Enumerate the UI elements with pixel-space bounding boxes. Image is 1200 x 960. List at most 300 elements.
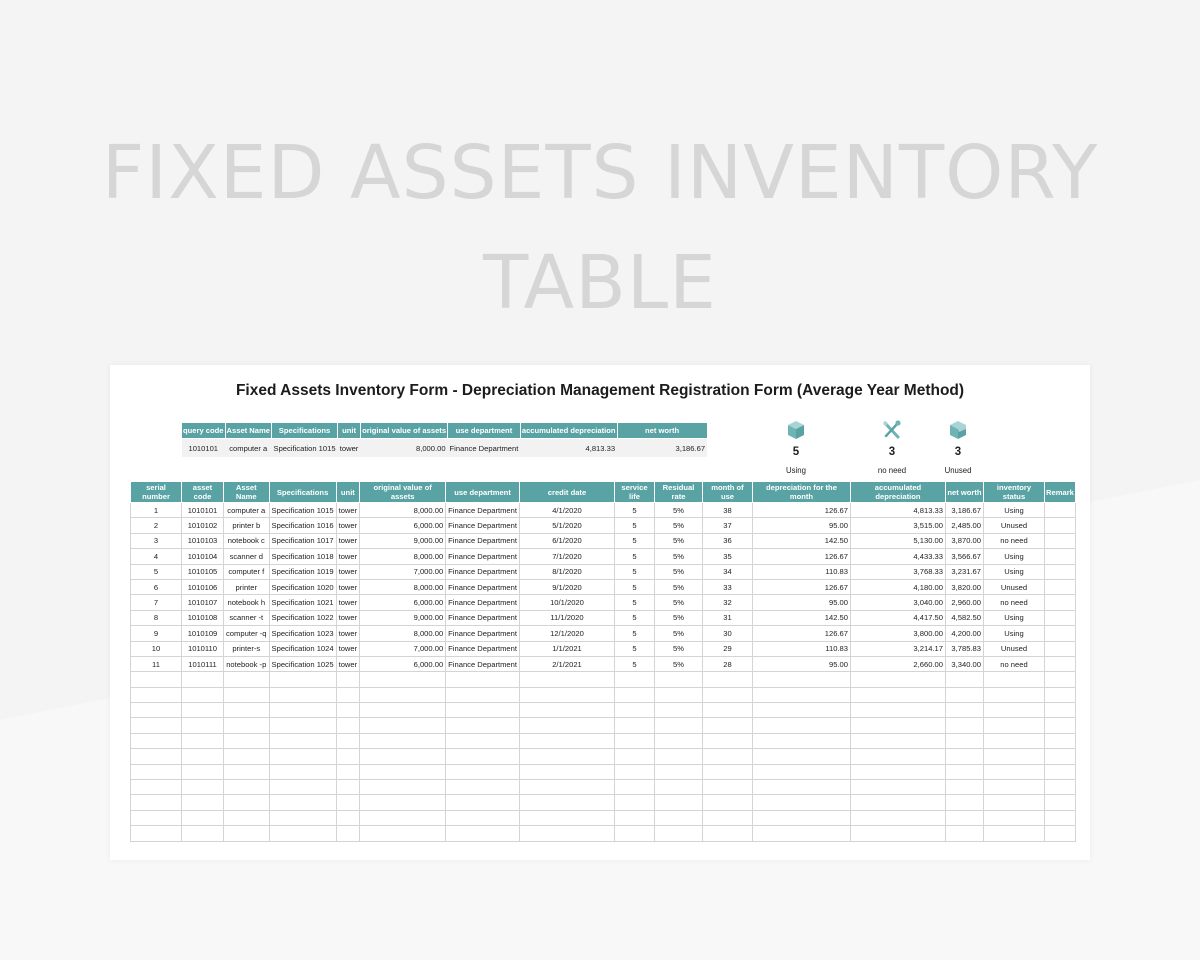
table-cell[interactable] xyxy=(752,733,850,748)
table-cell[interactable] xyxy=(945,672,983,687)
table-cell[interactable]: 8,000.00 xyxy=(360,549,446,564)
table-cell[interactable]: 1010103 xyxy=(182,533,224,548)
table-cell[interactable]: Finance Department xyxy=(446,549,520,564)
table-cell[interactable] xyxy=(519,733,614,748)
table-cell[interactable]: 3,186.67 xyxy=(945,503,983,518)
table-cell[interactable] xyxy=(1044,533,1075,548)
table-cell[interactable]: 30 xyxy=(702,626,752,641)
table-cell[interactable]: 2,485.00 xyxy=(945,518,983,533)
table-cell[interactable]: 5% xyxy=(654,656,702,671)
table-cell[interactable]: 3,785.83 xyxy=(945,641,983,656)
table-cell[interactable] xyxy=(752,672,850,687)
table-cell[interactable]: 95.00 xyxy=(752,595,850,610)
table-cell[interactable] xyxy=(336,780,360,795)
table-cell[interactable]: Finance Department xyxy=(446,626,520,641)
table-cell[interactable]: Unused xyxy=(983,641,1044,656)
table-cell[interactable]: 3,800.00 xyxy=(850,626,945,641)
table-cell[interactable]: 5% xyxy=(654,564,702,579)
table-cell[interactable] xyxy=(850,733,945,748)
table-cell[interactable] xyxy=(336,718,360,733)
table-cell[interactable]: 1010102 xyxy=(182,518,224,533)
table-cell[interactable] xyxy=(752,687,850,702)
table-cell[interactable] xyxy=(702,703,752,718)
table-cell[interactable] xyxy=(654,672,702,687)
table-cell[interactable]: 126.67 xyxy=(752,579,850,594)
table-cell[interactable]: tower xyxy=(336,595,360,610)
table-cell[interactable] xyxy=(850,826,945,841)
table-cell[interactable] xyxy=(983,687,1044,702)
table-cell[interactable]: Using xyxy=(983,564,1044,579)
table-cell[interactable] xyxy=(269,780,336,795)
table-cell[interactable]: notebook c xyxy=(224,533,270,548)
table-cell[interactable]: 4,180.00 xyxy=(850,579,945,594)
table-cell[interactable] xyxy=(983,795,1044,810)
table-cell[interactable] xyxy=(269,749,336,764)
table-cell[interactable] xyxy=(1044,564,1075,579)
table-cell[interactable] xyxy=(654,718,702,733)
table-cell[interactable] xyxy=(446,703,520,718)
table-cell[interactable]: 36 xyxy=(702,533,752,548)
table-cell[interactable]: 95.00 xyxy=(752,518,850,533)
table-cell[interactable]: 8,000.00 xyxy=(360,626,446,641)
table-cell[interactable] xyxy=(654,810,702,825)
table-cell[interactable]: Using xyxy=(983,610,1044,625)
table-cell[interactable]: 95.00 xyxy=(752,656,850,671)
table-cell[interactable]: 1010105 xyxy=(182,564,224,579)
table-cell[interactable]: 3,231.67 xyxy=(945,564,983,579)
table-cell[interactable]: printer-s xyxy=(224,641,270,656)
table-cell[interactable] xyxy=(182,687,224,702)
table-cell[interactable] xyxy=(702,764,752,779)
table-cell[interactable]: 5 xyxy=(614,564,654,579)
table-cell[interactable]: tower xyxy=(336,549,360,564)
table-cell[interactable] xyxy=(131,795,182,810)
table-cell[interactable] xyxy=(850,718,945,733)
table-cell[interactable] xyxy=(614,810,654,825)
table-cell[interactable]: 5% xyxy=(654,626,702,641)
table-cell[interactable]: 3,340.00 xyxy=(945,656,983,671)
table-cell[interactable]: 4,433.33 xyxy=(850,549,945,564)
table-cell[interactable]: no need xyxy=(983,656,1044,671)
table-cell[interactable] xyxy=(446,749,520,764)
table-cell[interactable] xyxy=(614,795,654,810)
table-cell[interactable] xyxy=(983,810,1044,825)
table-cell[interactable]: 38 xyxy=(702,503,752,518)
table-cell[interactable]: Specification 1017 xyxy=(269,533,336,548)
table-cell[interactable] xyxy=(360,672,446,687)
table-cell[interactable]: 5,130.00 xyxy=(850,533,945,548)
table-cell[interactable]: 110.83 xyxy=(752,641,850,656)
table-cell[interactable]: 5 xyxy=(614,579,654,594)
table-cell[interactable]: 31 xyxy=(702,610,752,625)
table-cell[interactable] xyxy=(1044,780,1075,795)
table-cell[interactable] xyxy=(224,810,270,825)
table-cell[interactable]: 5 xyxy=(614,549,654,564)
table-cell[interactable] xyxy=(850,703,945,718)
table-cell[interactable]: 3,870.00 xyxy=(945,533,983,548)
table-cell[interactable] xyxy=(131,703,182,718)
table-cell[interactable] xyxy=(702,826,752,841)
table-cell[interactable]: no need xyxy=(983,595,1044,610)
table-cell[interactable]: 6 xyxy=(131,579,182,594)
table-cell[interactable]: 2/1/2021 xyxy=(519,656,614,671)
table-cell[interactable]: 1010107 xyxy=(182,595,224,610)
table-cell[interactable]: Specification 1020 xyxy=(269,579,336,594)
table-cell[interactable]: 5% xyxy=(654,518,702,533)
table-cell[interactable] xyxy=(269,703,336,718)
table-cell[interactable]: 126.67 xyxy=(752,626,850,641)
table-cell[interactable]: 5 xyxy=(614,610,654,625)
table-cell[interactable]: 3,214.17 xyxy=(850,641,945,656)
table-cell[interactable] xyxy=(182,733,224,748)
table-cell[interactable] xyxy=(702,810,752,825)
table-cell[interactable] xyxy=(752,826,850,841)
table-cell[interactable] xyxy=(182,780,224,795)
table-cell[interactable] xyxy=(983,764,1044,779)
table-cell[interactable] xyxy=(945,826,983,841)
table-cell[interactable] xyxy=(131,687,182,702)
table-cell[interactable]: Finance Department xyxy=(446,503,520,518)
table-cell[interactable] xyxy=(224,749,270,764)
table-cell[interactable] xyxy=(654,733,702,748)
table-cell[interactable] xyxy=(182,749,224,764)
table-cell[interactable]: 5/1/2020 xyxy=(519,518,614,533)
table-cell[interactable] xyxy=(131,718,182,733)
table-cell[interactable] xyxy=(1044,826,1075,841)
table-cell[interactable] xyxy=(519,749,614,764)
table-cell[interactable]: 7/1/2020 xyxy=(519,549,614,564)
table-cell[interactable]: 10/1/2020 xyxy=(519,595,614,610)
table-cell[interactable]: Specification 1021 xyxy=(269,595,336,610)
table-cell[interactable]: 3,768.33 xyxy=(850,564,945,579)
table-cell[interactable]: Unused xyxy=(983,518,1044,533)
table-cell[interactable] xyxy=(519,826,614,841)
table-cell[interactable]: 1010101 xyxy=(182,503,224,518)
table-cell[interactable] xyxy=(446,764,520,779)
table-cell[interactable] xyxy=(336,687,360,702)
table-cell[interactable] xyxy=(1044,549,1075,564)
table-cell[interactable] xyxy=(269,733,336,748)
table-cell[interactable] xyxy=(752,795,850,810)
table-cell[interactable] xyxy=(519,780,614,795)
table-cell[interactable]: 12/1/2020 xyxy=(519,626,614,641)
table-cell[interactable]: 5 xyxy=(614,626,654,641)
table-cell[interactable] xyxy=(269,810,336,825)
table-cell[interactable] xyxy=(1044,656,1075,671)
table-cell[interactable] xyxy=(1044,749,1075,764)
table-cell[interactable] xyxy=(1044,579,1075,594)
table-cell[interactable] xyxy=(1044,641,1075,656)
table-cell[interactable] xyxy=(224,733,270,748)
table-cell[interactable]: 1010111 xyxy=(182,656,224,671)
table-cell[interactable] xyxy=(446,810,520,825)
table-cell[interactable] xyxy=(519,703,614,718)
table-cell[interactable]: printer xyxy=(224,579,270,594)
table-cell[interactable]: 2 xyxy=(131,518,182,533)
table-cell[interactable]: 9,000.00 xyxy=(360,610,446,625)
table-cell[interactable] xyxy=(131,826,182,841)
table-cell[interactable]: Finance Department xyxy=(446,564,520,579)
table-cell[interactable]: Specification 1023 xyxy=(269,626,336,641)
table-cell[interactable] xyxy=(336,733,360,748)
table-cell[interactable] xyxy=(360,687,446,702)
table-cell[interactable]: 35 xyxy=(702,549,752,564)
table-cell[interactable] xyxy=(752,749,850,764)
table-cell[interactable]: 8,000.00 xyxy=(360,579,446,594)
table-cell[interactable] xyxy=(131,672,182,687)
table-cell[interactable]: 9,000.00 xyxy=(360,533,446,548)
table-cell[interactable] xyxy=(614,780,654,795)
table-cell[interactable] xyxy=(654,764,702,779)
table-cell[interactable]: 11 xyxy=(131,656,182,671)
table-cell[interactable]: Finance Department xyxy=(446,579,520,594)
table-cell[interactable] xyxy=(336,795,360,810)
table-cell[interactable] xyxy=(850,810,945,825)
table-cell[interactable] xyxy=(702,795,752,810)
table-cell[interactable] xyxy=(983,733,1044,748)
table-cell[interactable]: tower xyxy=(336,579,360,594)
table-cell[interactable] xyxy=(752,718,850,733)
table-cell[interactable] xyxy=(269,672,336,687)
table-cell[interactable]: 1/1/2021 xyxy=(519,641,614,656)
table-cell[interactable] xyxy=(360,733,446,748)
table-cell[interactable]: 5 xyxy=(614,518,654,533)
table-cell[interactable]: tower xyxy=(336,626,360,641)
table-cell[interactable]: 5 xyxy=(614,641,654,656)
table-cell[interactable]: 1010108 xyxy=(182,610,224,625)
table-cell[interactable] xyxy=(336,749,360,764)
table-cell[interactable] xyxy=(336,810,360,825)
table-cell[interactable]: Specification 1022 xyxy=(269,610,336,625)
table-cell[interactable]: 5% xyxy=(654,549,702,564)
table-cell[interactable]: 4 xyxy=(131,549,182,564)
table-cell[interactable] xyxy=(945,810,983,825)
table-cell[interactable]: 9/1/2020 xyxy=(519,579,614,594)
table-cell[interactable] xyxy=(614,826,654,841)
table-cell[interactable] xyxy=(654,749,702,764)
table-cell[interactable] xyxy=(614,733,654,748)
table-cell[interactable] xyxy=(1044,503,1075,518)
table-cell[interactable]: 8 xyxy=(131,610,182,625)
table-cell[interactable] xyxy=(702,672,752,687)
table-cell[interactable] xyxy=(131,733,182,748)
table-cell[interactable] xyxy=(1044,687,1075,702)
table-cell[interactable] xyxy=(702,687,752,702)
table-cell[interactable]: 11/1/2020 xyxy=(519,610,614,625)
table-cell[interactable] xyxy=(945,749,983,764)
table-cell[interactable] xyxy=(519,764,614,779)
table-cell[interactable] xyxy=(131,764,182,779)
table-cell[interactable] xyxy=(614,749,654,764)
table-cell[interactable]: Using xyxy=(983,503,1044,518)
table-cell[interactable] xyxy=(945,733,983,748)
table-cell[interactable]: Using xyxy=(983,626,1044,641)
table-cell[interactable] xyxy=(182,795,224,810)
table-cell[interactable] xyxy=(945,703,983,718)
table-cell[interactable] xyxy=(519,672,614,687)
table-cell[interactable]: 110.83 xyxy=(752,564,850,579)
table-cell[interactable]: 126.67 xyxy=(752,549,850,564)
table-cell[interactable] xyxy=(850,795,945,810)
table-cell[interactable] xyxy=(614,764,654,779)
table-cell[interactable]: Finance Department xyxy=(446,610,520,625)
table-cell[interactable] xyxy=(224,703,270,718)
table-cell[interactable] xyxy=(224,687,270,702)
table-cell[interactable]: tower xyxy=(336,533,360,548)
table-cell[interactable] xyxy=(654,826,702,841)
table-cell[interactable] xyxy=(614,672,654,687)
table-cell[interactable]: Specification 1015 xyxy=(269,503,336,518)
table-cell[interactable]: 4/1/2020 xyxy=(519,503,614,518)
table-cell[interactable]: scanner d xyxy=(224,549,270,564)
table-cell[interactable]: 3,040.00 xyxy=(850,595,945,610)
table-cell[interactable]: 9 xyxy=(131,626,182,641)
table-cell[interactable] xyxy=(519,810,614,825)
table-cell[interactable] xyxy=(336,672,360,687)
table-cell[interactable]: 28 xyxy=(702,656,752,671)
table-cell[interactable] xyxy=(224,795,270,810)
table-cell[interactable] xyxy=(654,703,702,718)
table-cell[interactable] xyxy=(945,687,983,702)
table-cell[interactable]: 34 xyxy=(702,564,752,579)
table-cell[interactable] xyxy=(360,780,446,795)
table-cell[interactable]: 3,515.00 xyxy=(850,518,945,533)
table-cell[interactable] xyxy=(850,749,945,764)
table-cell[interactable] xyxy=(1044,764,1075,779)
table-cell[interactable] xyxy=(1044,595,1075,610)
table-cell[interactable]: Using xyxy=(983,549,1044,564)
table-cell[interactable] xyxy=(614,703,654,718)
table-cell[interactable] xyxy=(182,764,224,779)
table-cell[interactable] xyxy=(752,703,850,718)
table-cell[interactable]: 29 xyxy=(702,641,752,656)
table-cell[interactable] xyxy=(519,795,614,810)
table-cell[interactable] xyxy=(983,703,1044,718)
table-cell[interactable]: Finance Department xyxy=(446,656,520,671)
table-cell[interactable] xyxy=(269,795,336,810)
table-cell[interactable]: 142.50 xyxy=(752,610,850,625)
table-cell[interactable] xyxy=(182,826,224,841)
table-cell[interactable] xyxy=(446,672,520,687)
table-cell[interactable]: Finance Department xyxy=(446,533,520,548)
table-cell[interactable] xyxy=(945,780,983,795)
table-cell[interactable] xyxy=(519,718,614,733)
table-cell[interactable] xyxy=(654,687,702,702)
table-cell[interactable] xyxy=(519,687,614,702)
table-cell[interactable] xyxy=(224,780,270,795)
table-cell[interactable]: 6,000.00 xyxy=(360,595,446,610)
table-cell[interactable] xyxy=(360,718,446,733)
table-cell[interactable]: scanner -t xyxy=(224,610,270,625)
table-cell[interactable]: 4,582.50 xyxy=(945,610,983,625)
table-cell[interactable]: notebook -p xyxy=(224,656,270,671)
table-cell[interactable] xyxy=(752,764,850,779)
table-cell[interactable] xyxy=(446,718,520,733)
table-cell[interactable] xyxy=(1044,626,1075,641)
table-cell[interactable]: 5 xyxy=(614,503,654,518)
table-cell[interactable] xyxy=(983,749,1044,764)
table-cell[interactable] xyxy=(752,780,850,795)
table-cell[interactable] xyxy=(182,718,224,733)
table-cell[interactable]: 8,000.00 xyxy=(360,503,446,518)
table-cell[interactable] xyxy=(336,703,360,718)
table-cell[interactable] xyxy=(1044,795,1075,810)
table-cell[interactable]: Specification 1016 xyxy=(269,518,336,533)
table-cell[interactable] xyxy=(614,718,654,733)
table-cell[interactable] xyxy=(446,795,520,810)
table-cell[interactable]: notebook h xyxy=(224,595,270,610)
table-cell[interactable]: no need xyxy=(983,533,1044,548)
table-cell[interactable] xyxy=(702,780,752,795)
table-cell[interactable]: 2,660.00 xyxy=(850,656,945,671)
table-cell[interactable]: 4,200.00 xyxy=(945,626,983,641)
table-cell[interactable]: 1010106 xyxy=(182,579,224,594)
table-cell[interactable] xyxy=(850,687,945,702)
table-cell[interactable]: 5 xyxy=(614,595,654,610)
table-cell[interactable] xyxy=(269,826,336,841)
table-cell[interactable] xyxy=(850,764,945,779)
table-cell[interactable]: 6/1/2020 xyxy=(519,533,614,548)
table-cell[interactable]: Specification 1019 xyxy=(269,564,336,579)
table-cell[interactable] xyxy=(1044,810,1075,825)
table-cell[interactable] xyxy=(1044,703,1075,718)
table-cell[interactable] xyxy=(182,810,224,825)
table-cell[interactable]: 7 xyxy=(131,595,182,610)
table-cell[interactable] xyxy=(224,672,270,687)
table-cell[interactable] xyxy=(983,672,1044,687)
table-cell[interactable] xyxy=(1044,518,1075,533)
table-cell[interactable] xyxy=(269,764,336,779)
table-cell[interactable] xyxy=(360,703,446,718)
table-cell[interactable] xyxy=(945,795,983,810)
table-cell[interactable] xyxy=(446,826,520,841)
table-cell[interactable]: 33 xyxy=(702,579,752,594)
table-cell[interactable]: 10 xyxy=(131,641,182,656)
query-code-input[interactable]: 1010101 xyxy=(182,439,226,458)
table-cell[interactable]: 5% xyxy=(654,595,702,610)
table-cell[interactable]: 6,000.00 xyxy=(360,656,446,671)
table-cell[interactable] xyxy=(336,826,360,841)
table-cell[interactable]: tower xyxy=(336,564,360,579)
table-cell[interactable]: computer a xyxy=(224,503,270,518)
table-cell[interactable] xyxy=(269,687,336,702)
table-cell[interactable] xyxy=(360,795,446,810)
table-cell[interactable]: tower xyxy=(336,518,360,533)
table-cell[interactable] xyxy=(446,780,520,795)
table-cell[interactable]: Finance Department xyxy=(446,641,520,656)
table-cell[interactable]: 4,417.50 xyxy=(850,610,945,625)
table-cell[interactable] xyxy=(945,764,983,779)
table-cell[interactable]: 1010104 xyxy=(182,549,224,564)
table-cell[interactable]: 5% xyxy=(654,533,702,548)
table-cell[interactable]: 5% xyxy=(654,503,702,518)
table-cell[interactable] xyxy=(182,703,224,718)
table-cell[interactable] xyxy=(702,749,752,764)
table-cell[interactable] xyxy=(224,718,270,733)
table-cell[interactable]: Specification 1025 xyxy=(269,656,336,671)
table-cell[interactable] xyxy=(360,764,446,779)
table-cell[interactable] xyxy=(945,718,983,733)
table-cell[interactable]: computer f xyxy=(224,564,270,579)
table-cell[interactable] xyxy=(131,810,182,825)
table-cell[interactable] xyxy=(983,826,1044,841)
table-cell[interactable]: Finance Department xyxy=(446,595,520,610)
table-cell[interactable] xyxy=(614,687,654,702)
table-cell[interactable]: 5% xyxy=(654,610,702,625)
table-cell[interactable] xyxy=(360,810,446,825)
table-cell[interactable]: 3,820.00 xyxy=(945,579,983,594)
table-cell[interactable] xyxy=(1044,672,1075,687)
